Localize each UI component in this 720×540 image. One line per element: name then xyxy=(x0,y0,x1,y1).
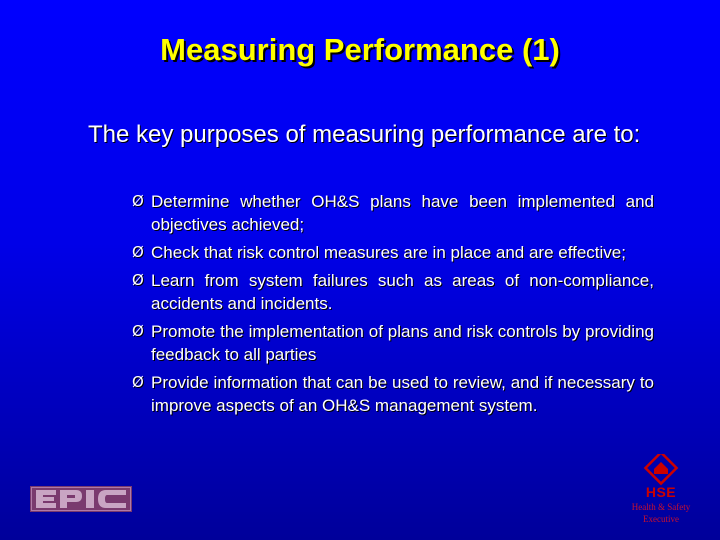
slide-title: Measuring Performance (1) xyxy=(160,32,560,67)
bullet-item xyxy=(132,269,654,315)
bullet-list xyxy=(132,190,654,422)
bullet-arrow-icon: Ø xyxy=(132,243,144,261)
bullet-text: Learn from system failures such as areas of non-compliance, accidents and incidents. xyxy=(151,271,654,313)
bullet-arrow-icon: Ø xyxy=(132,373,144,391)
hse-logo-text: HSE xyxy=(645,484,677,500)
bullet-arrow-icon: Ø xyxy=(132,192,144,210)
bullet-arrow-icon: Ø xyxy=(132,322,144,340)
bullet-item xyxy=(132,190,654,236)
bullet-item xyxy=(132,241,654,264)
bullet-item xyxy=(132,320,654,366)
intro-text: The key purposes of measuring performance are to: xyxy=(88,121,641,148)
hse-logo-line1: Health & Safety xyxy=(631,502,691,512)
bullet-arrow-icon: Ø xyxy=(132,271,144,289)
hse-logo-line2: Executive xyxy=(643,514,679,524)
bullet-text: Check that risk control measures are in place and are effective; xyxy=(151,243,626,262)
epic-logo xyxy=(30,486,132,512)
bullet-item xyxy=(132,371,654,417)
bullet-text: Determine whether OH&S plans have been implemented and objectives achieved; xyxy=(151,192,654,234)
bullet-text: Promote the implementation of plans and risk controls by providing feedback to all parties xyxy=(151,322,654,364)
bullet-text: Provide information that can be used to review, and if necessary to improve aspects of an OH&S management system. xyxy=(151,373,654,415)
